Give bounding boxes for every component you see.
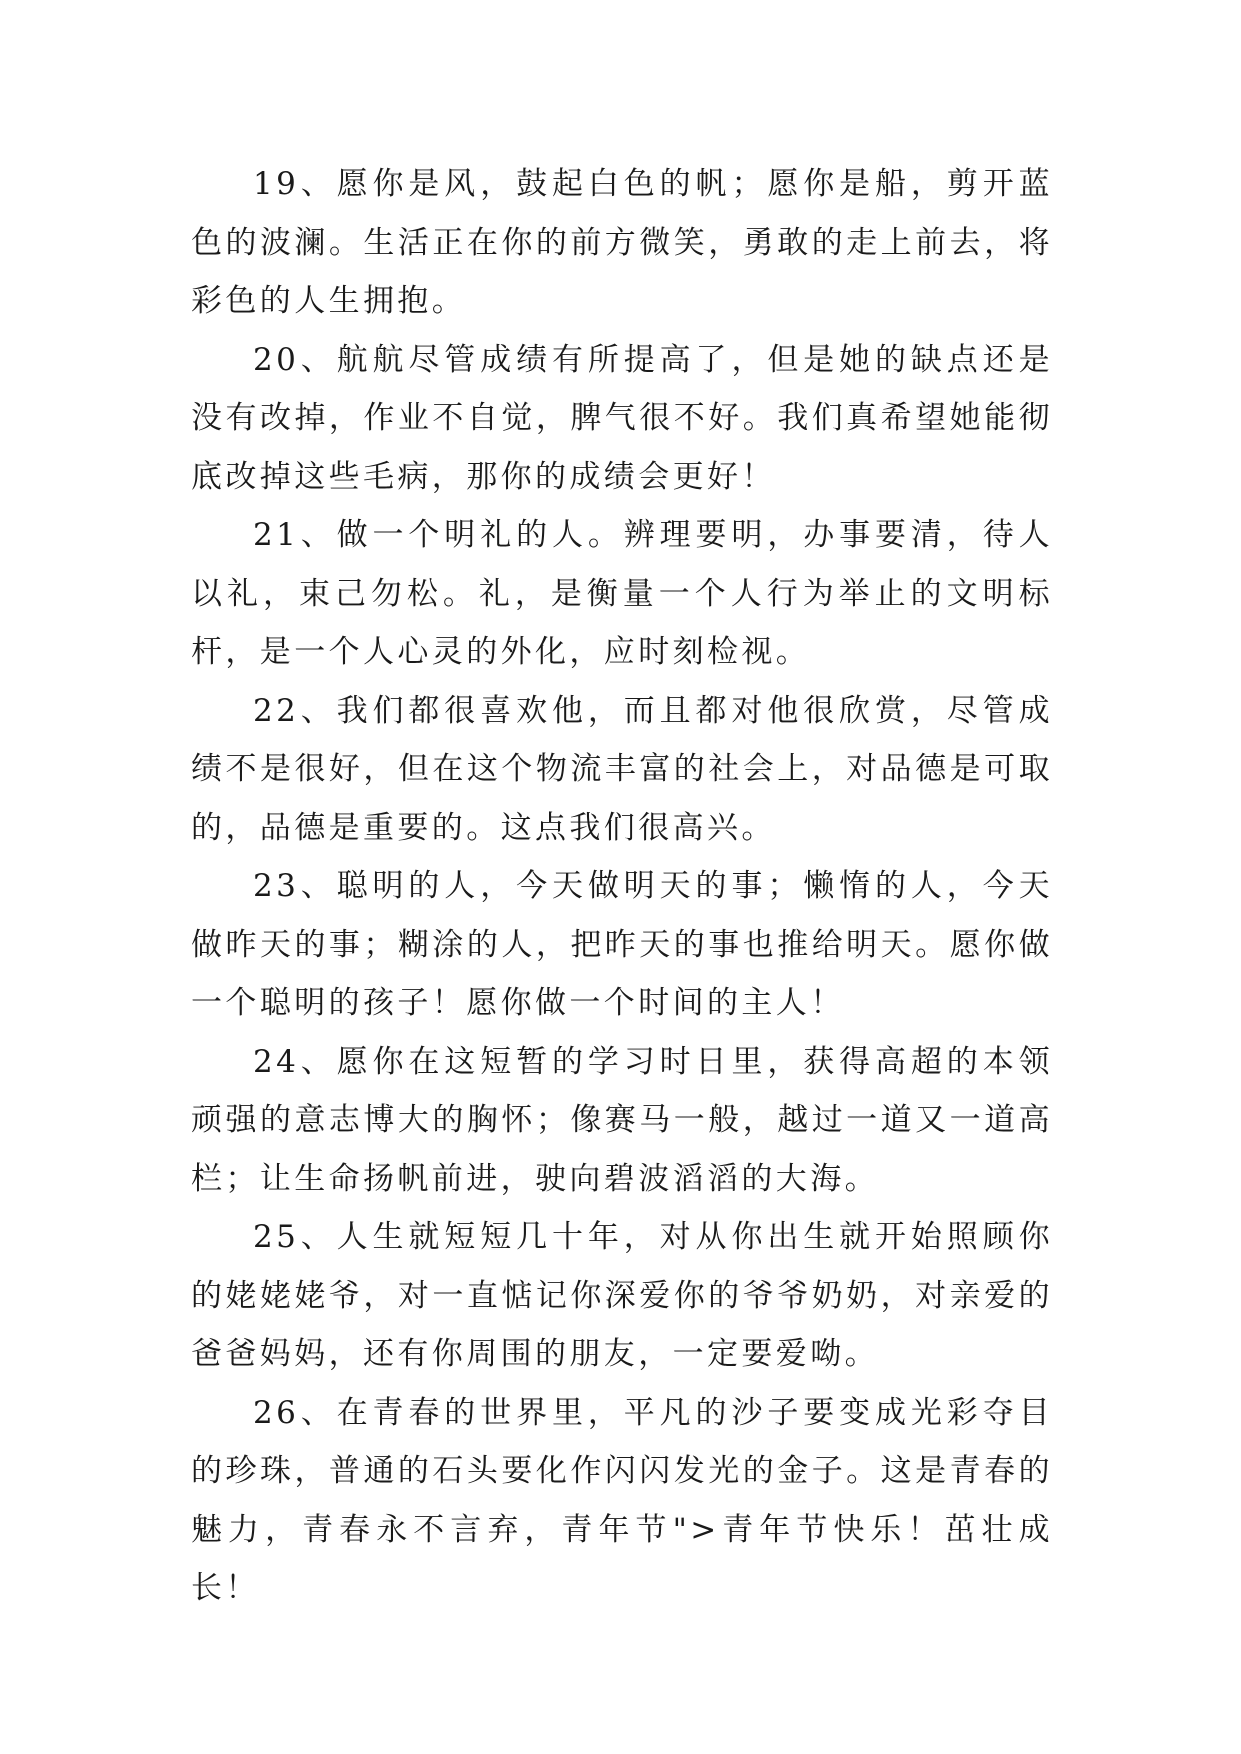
paragraph-23: 23、聪明的人，今天做明天的事；懒惰的人，今天做昨天的事；糊涂的人，把昨天的事也推给明天。愿你做一个聪明的孩子！愿你做一个时间的主人！: [191, 868, 1053, 1021]
paragraph-26: 26、在青春的世界里，平凡的沙子要变成光彩夺目的珍珠，普通的石头要化作闪闪发光的金子。这是青春的魅力，青春永不言弃，青年节">青年节快乐！茁壮成长！: [191, 1394, 1053, 1606]
paragraph-21: 21、做一个明礼的人。辨理要明，办事要清，待人以礼，束己勿松。礼，是衡量一个人行为举止的文明标杆，是一个人心灵的外化，应时刻检视。: [191, 517, 1053, 670]
paragraph-19: 19、愿你是风，鼓起白色的帆；愿你是船，剪开蓝色的波澜。生活正在你的前方微笑，勇敢的走上前去，将彩色的人生拥抱。: [191, 166, 1053, 319]
document-body: [191, 155, 1053, 1618]
paragraph-25: 25、人生就短短几十年，对从你出生就开始照顾你的姥姥姥爷，对一直惦记你深爱你的爷爷奶奶，对亲爱的爸爸妈妈，还有你周围的朋友，一定要爱呦。: [191, 1219, 1053, 1372]
paragraph-24: 24、愿你在这短暂的学习时日里，获得高超的本领顽强的意志博大的胸怀；像赛马一般，越过一道又一道高栏；让生命扬帆前进，驶向碧波滔滔的大海。: [191, 1043, 1053, 1197]
paragraph-22: 22、我们都很喜欢他，而且都对他很欣赏，尽管成绩不是很好，但在这个物流丰富的社会上，对品德是可取的，品德是重要的。这点我们很高兴。: [191, 692, 1053, 846]
paragraph-20: 20、航航尽管成绩有所提高了，但是她的缺点还是没有改掉，作业不自觉，脾气很不好。我们真希望她能彻底改掉这些毛病，那你的成绩会更好！: [191, 341, 1053, 495]
